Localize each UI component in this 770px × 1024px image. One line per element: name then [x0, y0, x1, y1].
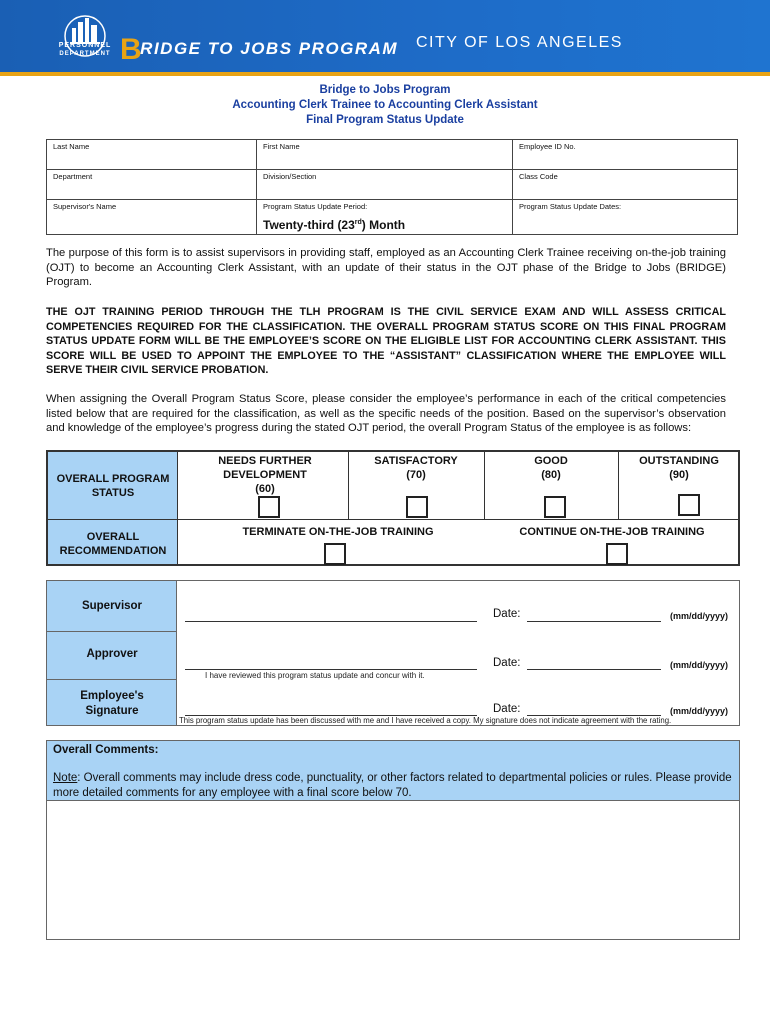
class-code-field[interactable]: Class Code [513, 170, 738, 200]
overall-status-label: OVERALL PROGRAM STATUS [56, 473, 170, 499]
row-divider [47, 679, 177, 680]
good-label: GOOD (80) [534, 455, 568, 481]
outstanding-checkbox[interactable] [678, 494, 700, 516]
signature-labels-column [47, 581, 177, 725]
header-banner [0, 0, 770, 76]
supervisor-name-field[interactable]: Supervisor's Name [47, 200, 257, 235]
signature-table [46, 580, 740, 726]
approver-date-line[interactable] [527, 669, 661, 670]
supervisor-label: Supervisor [81, 600, 143, 612]
satisfactory-label: SATISFACTORY (70) [374, 455, 458, 481]
doc-title-line3: Final Program Status Update [306, 114, 464, 126]
employee-date-label: Date: [493, 703, 521, 715]
supervisor-date-format: (mm/dd/yyyy) [670, 611, 729, 621]
terminate-training-label: TERMINATE ON-THE-JOB TRAINING [242, 526, 434, 538]
good-checkbox[interactable] [544, 496, 566, 518]
first-name-field[interactable]: First Name [257, 140, 513, 170]
continue-training-label: CONTINUE ON-THE-JOB TRAINING [519, 526, 705, 538]
notice-paragraph: THE OJT TRAINING PERIOD THROUGH THE TLH PROGRAM IS THE CIVIL SERVICE EXAM AND WILL ASSESS CRITICAL COMPETENCIES REQUIRED FOR THE CLASSIFICATION. THE OVERALL PROGRAM STATUS SCORE ON THIS FINAL PROGRAM STATUS UPDATE FORM WILL BE THE EMPLOYEE’S SCORE ON THE ELIGIBLE LIST FOR ACCOUNTING CLERK ASSISTANT. THIS SCORE WILL BE USED TO APPOINT THE EMPLOYEE TO THE “ASSISTANT” CLASSIFICATION WHERE THE EMPLOYEE WILL SERVE THEIR CIVIL SERVICE PROBATION. [46, 306, 726, 376]
terminate-training-checkbox[interactable] [324, 543, 346, 565]
status-labels-column [48, 452, 178, 564]
instructions-paragraph: When assigning the Overall Program Status Score, please consider the employee’s performance in each of the critical competencies listed below that are required for the classification, as well as the specific needs of the position. Based on the supervisor’s observation and knowledge of the employee’s progress during the stated OJT period, the overall Program Status of the employee is as follows: [46, 393, 726, 434]
approver-date-label: Date: [493, 657, 521, 669]
supervisor-signature-line[interactable] [185, 621, 477, 622]
approver-label: Approver [86, 648, 138, 660]
needs-development-checkbox[interactable] [258, 496, 280, 518]
employee-id-field[interactable]: Employee ID No. [513, 140, 738, 170]
program-status-table [46, 450, 740, 566]
comments-header [47, 741, 739, 801]
row-divider [48, 519, 738, 520]
city-title: CITY OF LOS ANGELES [416, 34, 623, 51]
update-dates-field[interactable]: Program Status Update Dates: [513, 200, 738, 235]
last-name-field[interactable]: Last Name [47, 140, 257, 170]
approver-signature-line[interactable] [185, 669, 477, 670]
department-field[interactable]: Department [47, 170, 257, 200]
continue-training-checkbox[interactable] [606, 543, 628, 565]
supervisor-date-line[interactable] [527, 621, 661, 622]
doc-title-line2: Accounting Clerk Trainee to Accounting Clerk Assistant [232, 99, 538, 111]
employee-info-table [46, 139, 738, 235]
row-divider [47, 631, 177, 632]
satisfactory-checkbox[interactable] [406, 496, 428, 518]
employee-note: This program status update has been discussed with me and I have received a copy. My signature does not indicate agreement with the rating. [179, 716, 672, 725]
program-title: BRIDGE TO JOBS PROGRAM [120, 33, 399, 66]
division-field[interactable]: Division/Section [257, 170, 513, 200]
update-period-field: Program Status Update Period: Twenty-third (23rd) Month [257, 200, 513, 235]
update-period-value: Twenty-third (23rd) Month [263, 218, 406, 232]
outstanding-label: OUTSTANDING (90) [639, 455, 719, 481]
comments-input-area[interactable] [47, 802, 739, 939]
needs-development-label: NEEDS FURTHER DEVELOPMENT (60) [218, 455, 312, 495]
overall-recommendation-label: OVERALL RECOMMENDATION [59, 531, 167, 557]
employee-signature-label: Employee's Signature [80, 690, 144, 717]
comments-title: Overall Comments: [53, 744, 159, 756]
employee-date-format: (mm/dd/yyyy) [670, 706, 729, 716]
purpose-paragraph: The purpose of this form is to assist supervisors in providing staff, employed as an Accounting Clerk Trainee receiving on-the-job training (OJT) to become an Accounting Clerk Assistant, with an update of their status in the OJT phase of the Bridge to Jobs (BRIDGE) Program. [46, 247, 726, 288]
overall-comments-box [46, 740, 740, 940]
seal-label: PERSONNEL DEPARTMENT [58, 42, 112, 57]
doc-title-line1: Bridge to Jobs Program [319, 84, 451, 96]
supervisor-date-label: Date: [493, 608, 521, 620]
comments-note: Note: Overall comments may include dress code, punctuality, or other factors related to departmental policies or rules. Please provide more detailed comments for any employee with a final score below 70. [53, 772, 732, 799]
approver-note: I have reviewed this program status update and concur with it. [205, 671, 425, 680]
approver-date-format: (mm/dd/yyyy) [670, 660, 729, 670]
